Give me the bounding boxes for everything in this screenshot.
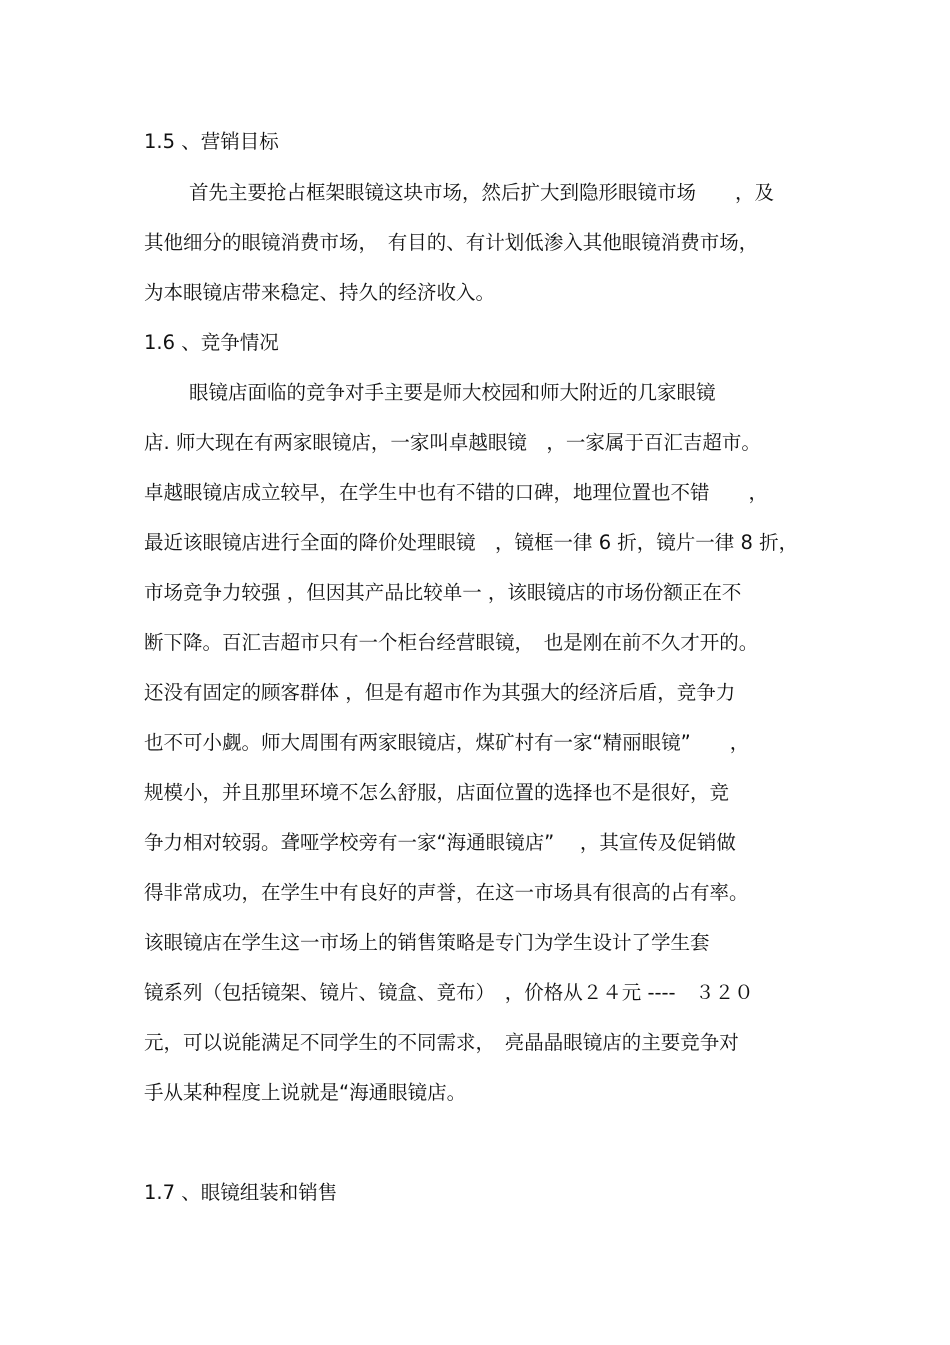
paragraph-line: 眼镜店面临的竞争对手主要是师大校园和师大附近的几家眼镜 xyxy=(189,381,716,404)
paragraph-line: 争力相对较弱。聋哑学校旁有一家“海通眼镜店” ，其宣传及促销做 xyxy=(144,831,736,854)
paragraph-line: 也不可小觑。师大周围有两家眼镜店，煤矿村有一家“精丽眼镜” ， xyxy=(144,731,750,754)
section-heading-1-7: 1.7 、眼镜组装和销售 xyxy=(144,1181,338,1204)
paragraph-line: 断下降。百汇吉超市只有一个柜台经营眼镜， 也是刚在前不久才开的。 xyxy=(144,631,759,654)
paragraph-line: 手从某种程度上说就是“海通眼镜店。 xyxy=(144,1081,467,1104)
paragraph-line: 其他细分的眼镜消费市场， 有目的、有计划低渗入其他眼镜消费市场， xyxy=(144,231,759,254)
paragraph-line: 镜系列（包括镜架、镜片、镜盒、竟布） ，价格从２４元 ---- ３２０ xyxy=(144,981,754,1004)
paragraph-line: 最近该眼镜店进行全面的降价处理眼镜 ，镜框一律 6 折，镜片一律 8 折， xyxy=(144,531,799,554)
paragraph-line: 卓越眼镜店成立较早，在学生中也有不错的口碑，地理位置也不错 ， xyxy=(144,481,769,504)
paragraph-line: 店. 师大现在有两家眼镜店，一家叫卓越眼镜 ，一家属于百汇吉超市。 xyxy=(144,431,761,454)
paragraph-line: 首先主要抢占框架眼镜这块市场，然后扩大到隐形眼镜市场 ，及 xyxy=(189,181,775,204)
paragraph-line: 为本眼镜店带来稳定、持久的经济收入。 xyxy=(144,281,496,304)
paragraph-line: 元，可以说能满足不同学生的不同需求， 亮晶晶眼镜店的主要竞争对 xyxy=(144,1031,739,1054)
paragraph-line: 该眼镜店在学生这一市场上的销售策略是专门为学生设计了学生套 xyxy=(144,931,710,954)
section-heading-1-6: 1.6 、竞争情况 xyxy=(144,331,279,354)
paragraph-line: 还没有固定的顾客群体 ，但是有超市作为其强大的经济后盾，竞争力 xyxy=(144,681,736,704)
section-heading-1-5: 1.5 、营销目标 xyxy=(144,130,279,153)
paragraph-line: 规模小，并且那里环境不怎么舒服，店面位置的选择也不是很好，竞 xyxy=(144,781,730,804)
paragraph-line: 得非常成功，在学生中有良好的声誉，在这一市场具有很高的占有率。 xyxy=(144,881,749,904)
paragraph-line: 市场竞争力较强 ，但因其产品比较单一 ，该眼镜店的市场份额正在不 xyxy=(144,581,742,604)
